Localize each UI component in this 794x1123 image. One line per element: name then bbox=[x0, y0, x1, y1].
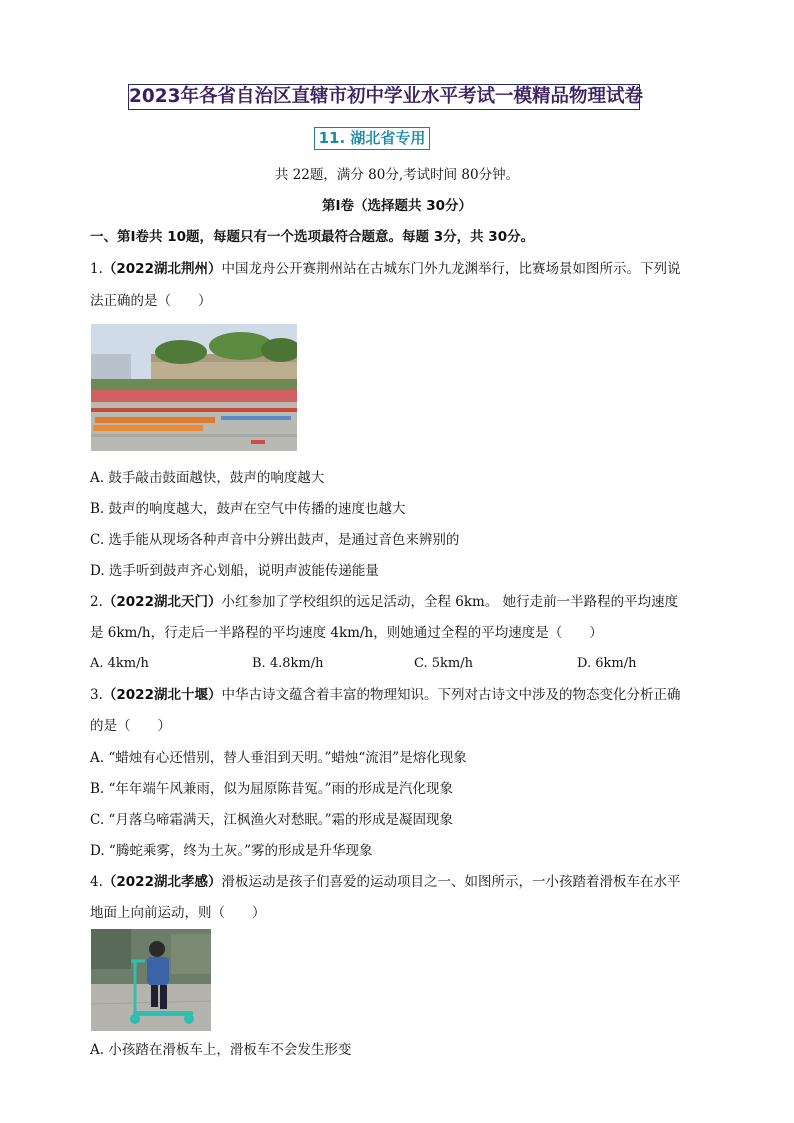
dragon-boat-photo bbox=[91, 324, 297, 451]
q2-line-1 bbox=[90, 593, 678, 611]
scooter-child-photo bbox=[91, 929, 211, 1031]
q3-option-a: A. “蜡烛有心还惜别，替人垂泪到天明。”蜡烛“流泪”是熔化现象 bbox=[90, 750, 467, 766]
q1-number: 1. bbox=[90, 261, 103, 277]
q1-source: （2022湖北荆州） bbox=[102, 261, 222, 277]
q4-option-a: A. 小孩踏在滑板车上，滑板车不会发生形变 bbox=[90, 1042, 352, 1058]
q2-line-2: 是 6km/h，行走后一半路程的平均速度 4km/h，则她通过全程的平均速度是（ ） bbox=[90, 625, 603, 641]
q1-line-1 bbox=[90, 260, 680, 278]
q1-option-b: B. 鼓声的响度越大，鼓声在空气中传播的速度也越大 bbox=[90, 501, 406, 517]
q4-number: 4. bbox=[90, 874, 103, 890]
q2-text-1: 小红参加了学校组织的远足活动，全程 6km。 她行走前一半路程的平均速度 bbox=[221, 594, 679, 610]
q3-option-d: D. “腾蛇乘雾，终为土灰。”雾的形成是升华现象 bbox=[90, 843, 373, 859]
q2-number: 2. bbox=[90, 594, 103, 610]
q1-option-c: C. 选手能从现场各种声音中分辨出鼓声，是通过音色来辨别的 bbox=[90, 532, 460, 548]
exam-title: 2023年各省自治区直辖市初中学业水平考试一模精品物理试卷 bbox=[128, 84, 640, 110]
q1-option-a: A. 鼓手敲击鼓面越快，鼓声的响度越大 bbox=[90, 470, 325, 486]
q3-text-1: 中华古诗文蕴含着丰富的物理知识。下列对古诗文中涉及的物态变化分析正确 bbox=[221, 687, 681, 703]
q3-option-c: C. “月落乌啼霜满天，江枫渔火对愁眠。”霜的形成是凝固现象 bbox=[90, 812, 453, 828]
q4-line-1 bbox=[90, 873, 680, 891]
q1-line-2: 法正确的是（ ） bbox=[90, 293, 212, 309]
part-heading: 一、第Ⅰ卷共 10题，每题只有一个选项最符合题意。每题 3分，共 30分。 bbox=[90, 229, 535, 245]
q2-option-b: B. 4.8km/h bbox=[252, 656, 324, 671]
q3-source: （2022湖北十堰） bbox=[102, 687, 222, 703]
q2-option-d: D. 6km/h bbox=[577, 656, 637, 671]
q2-option-a: A. 4km/h bbox=[90, 656, 149, 671]
q3-line-1 bbox=[90, 686, 680, 704]
exam-subtitle: 11. 湖北省专用 bbox=[314, 127, 430, 150]
q3-number: 3. bbox=[90, 687, 103, 703]
section-heading: 第Ⅰ卷（选择题共 30分） bbox=[321, 198, 472, 214]
exam-info: 共 22题，满分 80分,考试时间 80分钟。 bbox=[274, 167, 520, 183]
q2-option-c: C. 5km/h bbox=[414, 656, 473, 671]
q4-text-1: 滑板运动是孩子们喜爱的运动项目之一、如图所示，一小孩踏着滑板车在水平 bbox=[221, 874, 681, 890]
q1-option-d: D. 选手听到鼓声齐心划船，说明声波能传递能量 bbox=[90, 563, 379, 579]
q4-line-2: 地面上向前运动，则（ ） bbox=[90, 905, 266, 921]
q3-option-b: B. “年年端午风兼雨，似为屈原陈昔冤。”雨的形成是汽化现象 bbox=[90, 781, 454, 797]
q4-source: （2022湖北孝感） bbox=[102, 874, 222, 890]
q2-source: （2022湖北天门） bbox=[102, 594, 222, 610]
q1-text-1: 中国龙舟公开赛荆州站在古城东门外九龙渊举行，比赛场景如图所示。下列说 bbox=[221, 261, 681, 277]
q3-line-2: 的是（ ） bbox=[90, 718, 171, 734]
